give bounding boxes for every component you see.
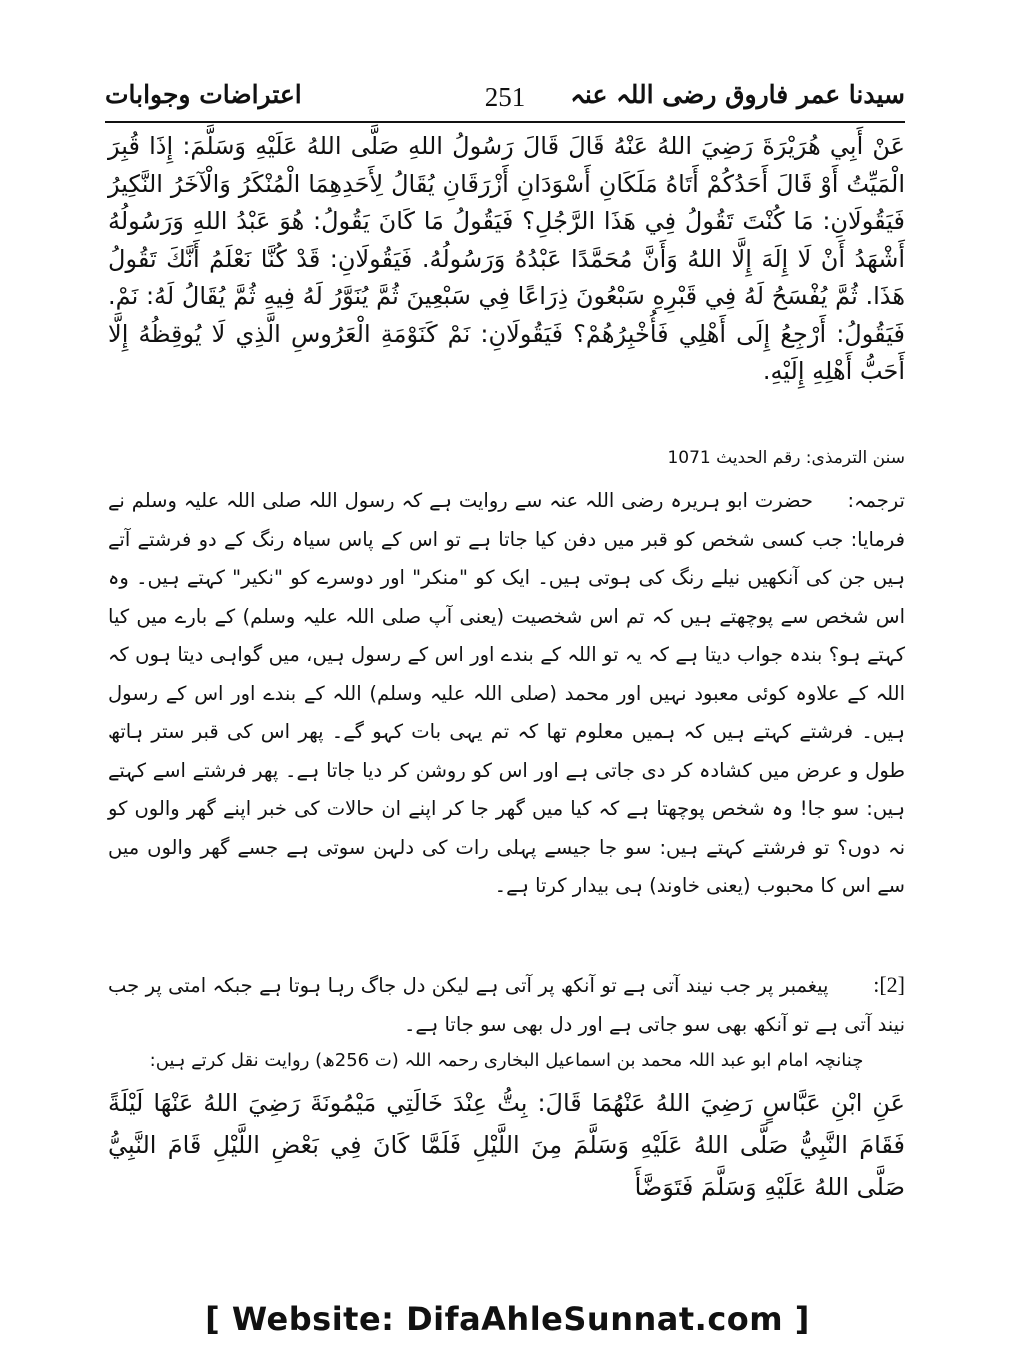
website-footer: [ Website: DifaAhleSunnat.com ] (205, 1300, 810, 1338)
note-text: پیغمبر پر جب نیند آتی ہے تو آنکھ پر آتی ہے لیکن دل جاگ رہا ہوتا ہے جبکہ امتی پر جب نیند آتی ہے تو آنکھ بھی سو جاتی ہے اور دل بھی سو جاتا ہے۔ (108, 974, 905, 1036)
hadith-arabic-text (108, 128, 905, 391)
page-number: 251 (484, 82, 526, 112)
note-marker: [2]: (873, 972, 905, 997)
intro-line: چنانچہ امام ابو عبد اللہ محمد بن اسماعیل البخاری رحمہ اللہ (ت 256ھ) روایت نقل کرتے ہیں: (149, 1050, 864, 1071)
hadith-reference: سنن الترمذی: رقم الحدیث 1071 (667, 448, 905, 468)
second-hadith-paragraph: عَنِ ابْنِ عَبَّاسٍ رَضِيَ اللهُ عَنْهُمَا قَالَ: بِتُّ عِنْدَ خَالَتِي مَيْمُونَةَ رَضِيَ اللهُ عَنْهَا لَيْلَةً فَقَامَ النَّبِيُّ صَلَّى اللهُ عَلَيْهِ وَسَلَّمَ مِنَ اللَّيْلِ فَلَمَّا كَانَ فِي بَعْضِ اللَّيْلِ قَامَ النَّبِيُّ صَلَّى اللهُ عَلَيْهِ وَسَلَّمَ فَتَوَضَّأَ (108, 1089, 905, 1201)
translation-paragraph (108, 482, 905, 906)
header-rule (105, 121, 905, 123)
translation-label: ترجمہ: (847, 489, 905, 512)
translation-text: حضرت ابو ہریرہ رضی اللہ عنہ سے روایت ہے کہ رسول اللہ صلی اللہ علیہ وسلم نے فرمایا: جب کسی شخص کو قبر میں دفن کیا جاتا ہے تو اس کے پاس سیاہ رنگ کے دو فرشتے آتے ہیں جن کی آنکھیں نیلے رنگ کی ہوتی ہیں۔ ایک کو "منکر" اور دوسرے کو "نکیر" کہتے ہیں۔ وہ اس شخص سے پوچھتے ہیں کہ تم اس شخصیت (یعنی آپ صلی اللہ علیہ وسلم) کے بارے میں کیا کہتے ہو؟ بندہ جواب دیتا ہے کہ یہ تو اللہ کے بندے اور اس کے رسول ہیں، میں گواہی دیتا ہوں کہ اللہ کے علاوہ کوئی معبود نہیں اور محمد (صلی اللہ علیہ وسلم) اللہ کے بندے اور اس کے رسول ہیں۔ فرشتے کہتے ہیں کہ ہمیں معلوم تھا کہ تم یہی بات کہو گے۔ پھر اس کی قبر ستر ہاتھ طول و عرض میں کشادہ کر دی جاتی ہے اور اس کو روشن کر دیا جاتا ہے۔ پھر فرشتے اسے کہتے ہیں: سو جا! وہ شخص پوچھتا ہے کہ کیا میں گھر جا کر اپنے ان حالات کی خبر اپنے گھر والوں کو نہ دوں؟ تو فرشتے کہتے ہیں: سو جا جیسے پہلی رات کی دلہن سوتی ہے جسے گھر والوں میں سے اس کا محبوب (یعنی خاوند) ہی بیدار کرتا ہے۔ (108, 489, 905, 897)
hadith-arabic-paragraph: عَنْ أَبِي هُرَيْرَةَ رَضِيَ اللهُ عَنْهُ قَالَ قَالَ رَسُولُ اللهِ صَلَّى اللهُ عَلَيْهِ وَسَلَّمَ: إِذَا قُبِرَ الْمَيِّتُ أَوْ قَالَ أَحَدُكُمْ أَتَاهُ مَلَكَانِ أَسْوَدَانِ أَزْرَقَانِ يُقَالُ لِأَحَدِهِمَا الْمُنْكَرُ وَالْآخَرُ النَّكِيرُ فَيَقُولَانِ: مَا كُنْتَ تَقُولُ فِي هَذَا الرَّجُلِ؟ فَيَقُولُ مَا كَانَ يَقُولُ: هُوَ عَبْدُ اللهِ وَرَسُولُهُ أَشْهَدُ أَنْ لَا إِلَهَ إِلَّا اللهُ وَأَنَّ مُحَمَّدًا عَبْدُهُ وَرَسُولُهُ. فَيَقُولَانِ: قَدْ كُنَّا نَعْلَمُ أَنَّكَ تَقُولُ هَذَا. ثُمَّ يُفْسَحُ لَهُ فِي قَبْرِهِ سَبْعُونَ ذِرَاعًا فِي سَبْعِينَ ثُمَّ يُنَوَّرُ لَهُ فِيهِ ثُمَّ يُقَالُ لَهُ: نَمْ. فَيَقُولُ: أَرْجِعُ إِلَى أَهْلِي فَأُخْبِرُهُمْ؟ فَيَقُولَانِ: نَمْ كَنَوْمَةِ الْعَرُوسِ الَّذِي لَا يُوقِظُهُ إِلَّا أَحَبُّ أَهْلِهِ إِلَيْهِ. (108, 132, 905, 385)
note-paragraph (108, 966, 905, 1044)
chapter-title: اعتراضات وجوابات (105, 80, 302, 109)
page-header (105, 80, 905, 120)
book-title: سیدنا عمر فاروق رضی اللہ عنہ (570, 80, 905, 109)
second-hadith-arabic (108, 1082, 905, 1208)
